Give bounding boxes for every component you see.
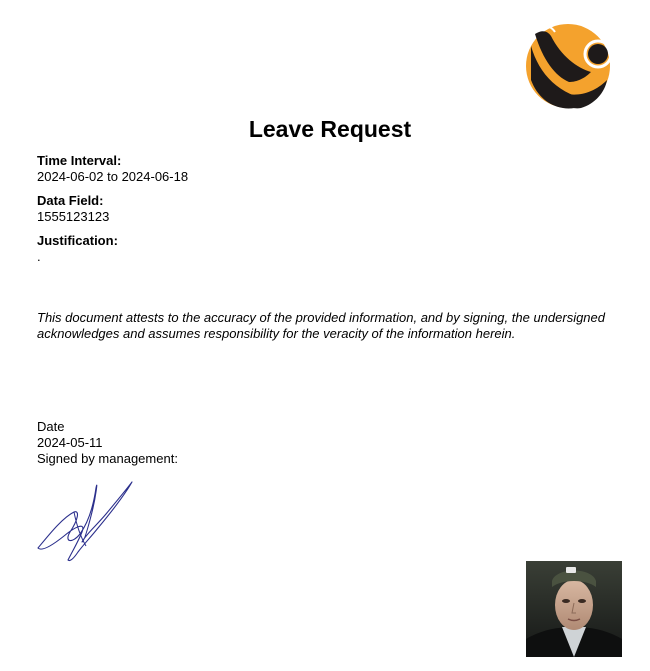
justification-label: Justification: — [37, 233, 118, 248]
date-label: Date — [37, 419, 65, 434]
time-interval-field — [37, 153, 188, 185]
signed-by-label: Signed by management: — [37, 451, 178, 466]
data-field-label: Data Field: — [37, 193, 104, 208]
time-interval-value: 2024-06-02 to 2024-06-18 — [37, 169, 189, 184]
data-field-value: 1555123123 — [37, 209, 110, 224]
handwritten-signature — [34, 462, 138, 566]
justification-field — [37, 233, 118, 265]
justification-value: . — [37, 249, 41, 264]
company-logo-icon — [525, 20, 613, 110]
applicant-photo — [526, 561, 622, 657]
attestation-text: This document attests to the accuracy of the provided information, and by signing, the undersigned acknowledges and assumes responsibility for the veracity of the information herein. — [37, 310, 606, 341]
date-value: 2024-05-11 — [37, 435, 103, 450]
data-field — [37, 193, 109, 225]
page-title: Leave Request — [248, 116, 412, 142]
signoff-block — [37, 419, 178, 467]
time-interval-label: Time Interval: — [37, 153, 122, 168]
